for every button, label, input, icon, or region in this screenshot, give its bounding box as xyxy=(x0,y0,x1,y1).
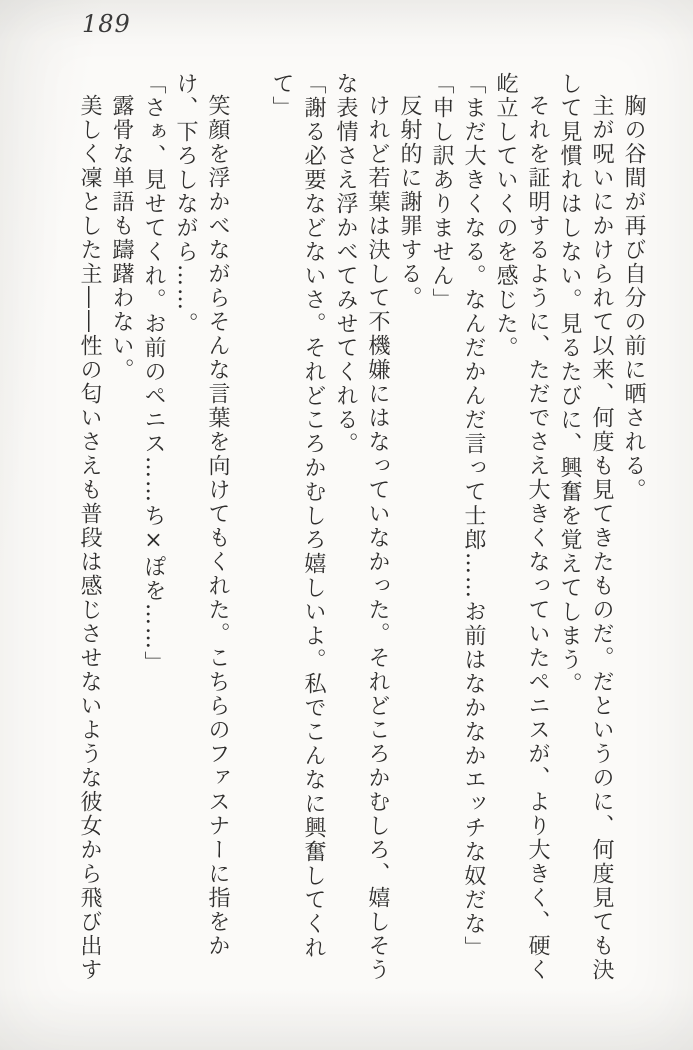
paragraph: 「まだ大きくなる。なんだかんだ言って士郎……お前はなかなかエッチな奴だな」 xyxy=(461,72,486,960)
paragraph: 反射的に謝罪する。 xyxy=(397,94,422,310)
paragraph: 露骨な単語も躊躇わない。 xyxy=(109,94,134,382)
paragraph: それを証明するように、ただでさえ大きくなっていたペニスが、より大きく、硬く屹立していくのを感じた。 xyxy=(493,72,550,982)
paragraph: 美しく凜とした主――性の匂いさえも普段は感じさせないような彼女から飛び出す xyxy=(77,94,102,982)
paragraph: 「申し訳ありません」 xyxy=(429,72,454,312)
paragraph: 「謝る必要などないさ。それどころかむしろ嬉しいよ。私でこんなに興奮してくれて」 xyxy=(269,72,326,960)
paragraph: 笑顔を浮かべながらそんな言葉を向けてもくれた。こちらのファスナーに指をかけ、下ろしながら……。 xyxy=(173,72,230,958)
page-number: 189 xyxy=(82,10,131,38)
paragraph: けれど若葉は決して不機嫌にはなっていなかった。それどころかむしろ、嬉しそうな表情さえ浮かべてみせてくれる。 xyxy=(333,72,390,982)
paragraph: 「さぁ、見せてくれ。お前のペニス……ち×ぽを……」 xyxy=(141,72,166,675)
body-text xyxy=(73,72,649,988)
paragraph: 胸の谷間が再び自分の前に晒される。 xyxy=(621,94,646,502)
paragraph: 主が呪いにかけられて以来、何度も見てきたものだ。だというのに、何度見ても決して見慣れはしない。見るたびに、興奮を覚えてしまう。 xyxy=(557,72,614,982)
